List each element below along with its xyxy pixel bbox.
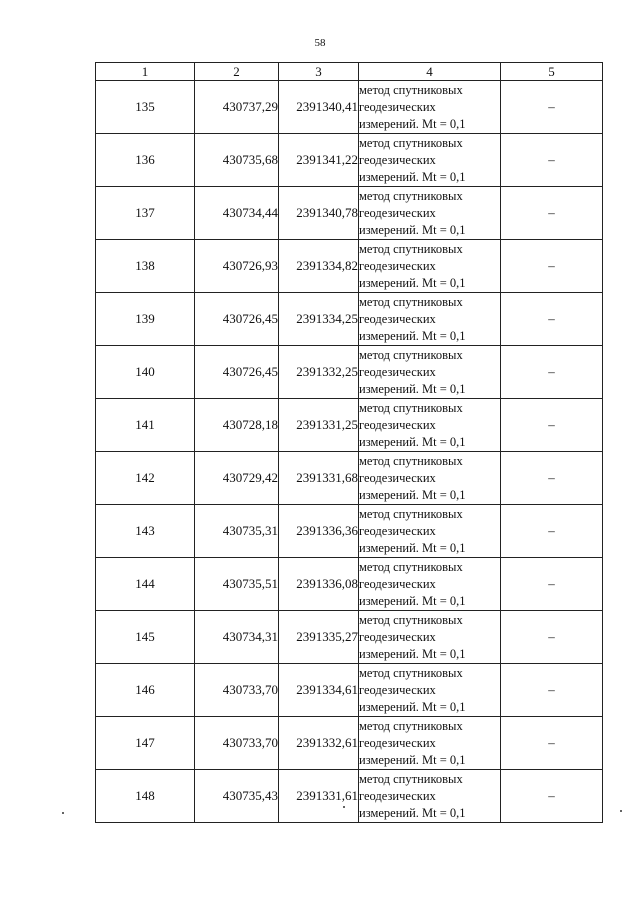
cell-method — [359, 240, 501, 293]
column-header-note: 5 — [501, 63, 603, 81]
cell-x-coordinate: 430728,18 — [195, 399, 279, 452]
method-text-line: геодезических — [359, 364, 436, 379]
method-text-line: метод спутниковых — [359, 294, 463, 309]
method-text-line: метод спутниковых — [359, 347, 463, 362]
cell-y-coordinate: 2391331,25 — [279, 399, 359, 452]
cell-y-coordinate: 2391336,08 — [279, 558, 359, 611]
table-body — [96, 81, 603, 823]
table-row — [96, 81, 603, 134]
cell-y-coordinate: 2391336,36 — [279, 505, 359, 558]
method-text-line: метод спутниковых — [359, 400, 463, 415]
cell-method — [359, 505, 501, 558]
cell-point-number: 141 — [96, 399, 195, 452]
method-text-line: метод спутниковых — [359, 241, 463, 256]
cell-note: – — [501, 346, 603, 399]
cell-y-coordinate: 2391335,27 — [279, 611, 359, 664]
cell-x-coordinate: 430726,45 — [195, 293, 279, 346]
cell-method — [359, 399, 501, 452]
cell-y-coordinate: 2391334,25 — [279, 293, 359, 346]
cell-method — [359, 81, 501, 134]
method-text-line: измерений. Mt = 0,1 — [359, 646, 466, 661]
table-row — [96, 558, 603, 611]
method-text-line: измерений. Mt = 0,1 — [359, 381, 466, 396]
table-row — [96, 717, 603, 770]
method-text-line: измерений. Mt = 0,1 — [359, 540, 466, 555]
cell-method — [359, 452, 501, 505]
cell-x-coordinate: 430733,70 — [195, 664, 279, 717]
method-text-line: метод спутниковых — [359, 135, 463, 150]
method-text-line: измерений. Mt = 0,1 — [359, 169, 466, 184]
table-row — [96, 187, 603, 240]
cell-x-coordinate: 430735,43 — [195, 770, 279, 823]
cell-x-coordinate: 430726,45 — [195, 346, 279, 399]
cell-point-number: 142 — [96, 452, 195, 505]
method-text-line: измерений. Mt = 0,1 — [359, 328, 466, 343]
cell-x-coordinate: 430726,93 — [195, 240, 279, 293]
method-text-line: геодезических — [359, 682, 436, 697]
cell-point-number: 139 — [96, 293, 195, 346]
cell-note: – — [501, 187, 603, 240]
table-row — [96, 346, 603, 399]
table-row — [96, 293, 603, 346]
method-text-line: измерений. Mt = 0,1 — [359, 805, 466, 820]
cell-note: – — [501, 717, 603, 770]
cell-point-number: 143 — [96, 505, 195, 558]
cell-point-number: 137 — [96, 187, 195, 240]
cell-note: – — [501, 505, 603, 558]
coordinates-table — [95, 62, 603, 823]
table-row — [96, 134, 603, 187]
method-text-line: измерений. Mt = 0,1 — [359, 434, 466, 449]
method-text-line: геодезических — [359, 99, 436, 114]
cell-note: – — [501, 770, 603, 823]
method-text-line: измерений. Mt = 0,1 — [359, 752, 466, 767]
cell-point-number: 138 — [96, 240, 195, 293]
cell-method — [359, 664, 501, 717]
cell-point-number: 146 — [96, 664, 195, 717]
cell-y-coordinate: 2391331,68 — [279, 452, 359, 505]
method-text-line: геодезических — [359, 470, 436, 485]
table-header-row — [96, 63, 603, 81]
cell-x-coordinate: 430734,31 — [195, 611, 279, 664]
cell-x-coordinate: 430735,31 — [195, 505, 279, 558]
cell-note: – — [501, 134, 603, 187]
column-header-x: 2 — [195, 63, 279, 81]
cell-note: – — [501, 611, 603, 664]
method-text-line: геодезических — [359, 735, 436, 750]
cell-y-coordinate: 2391331,61 — [279, 770, 359, 823]
cell-note: – — [501, 452, 603, 505]
cell-x-coordinate: 430734,44 — [195, 187, 279, 240]
method-text-line: метод спутниковых — [359, 506, 463, 521]
column-header-point-number: 1 — [96, 63, 195, 81]
method-text-line: измерений. Mt = 0,1 — [359, 275, 466, 290]
method-text-line: измерений. Mt = 0,1 — [359, 487, 466, 502]
cell-y-coordinate: 2391332,25 — [279, 346, 359, 399]
cell-x-coordinate: 430735,68 — [195, 134, 279, 187]
scan-speck — [343, 806, 345, 808]
method-text-line: метод спутниковых — [359, 718, 463, 733]
cell-note: – — [501, 399, 603, 452]
cell-point-number: 135 — [96, 81, 195, 134]
method-text-line: метод спутниковых — [359, 559, 463, 574]
cell-y-coordinate: 2391334,82 — [279, 240, 359, 293]
cell-x-coordinate: 430733,70 — [195, 717, 279, 770]
method-text-line: геодезических — [359, 417, 436, 432]
method-text-line: геодезических — [359, 205, 436, 220]
scan-speck — [620, 810, 622, 812]
method-text-line: геодезических — [359, 258, 436, 273]
cell-method — [359, 558, 501, 611]
cell-note: – — [501, 664, 603, 717]
table-row — [96, 452, 603, 505]
method-text-line: геодезических — [359, 788, 436, 803]
cell-y-coordinate: 2391340,41 — [279, 81, 359, 134]
method-text-line: метод спутниковых — [359, 82, 463, 97]
cell-note: – — [501, 293, 603, 346]
method-text-line: метод спутниковых — [359, 771, 463, 786]
cell-y-coordinate: 2391340,78 — [279, 187, 359, 240]
method-text-line: измерений. Mt = 0,1 — [359, 699, 466, 714]
table-row — [96, 399, 603, 452]
cell-x-coordinate: 430729,42 — [195, 452, 279, 505]
cell-point-number: 144 — [96, 558, 195, 611]
cell-method — [359, 134, 501, 187]
method-text-line: геодезических — [359, 629, 436, 644]
method-text-line: измерений. Mt = 0,1 — [359, 593, 466, 608]
cell-y-coordinate: 2391334,61 — [279, 664, 359, 717]
cell-point-number: 148 — [96, 770, 195, 823]
cell-point-number: 147 — [96, 717, 195, 770]
cell-method — [359, 293, 501, 346]
table-row — [96, 770, 603, 823]
method-text-line: метод спутниковых — [359, 665, 463, 680]
page-number: 58 — [314, 37, 326, 49]
cell-method — [359, 346, 501, 399]
method-text-line: геодезических — [359, 152, 436, 167]
method-text-line: метод спутниковых — [359, 188, 463, 203]
method-text-line: измерений. Mt = 0,1 — [359, 222, 466, 237]
method-text-line: измерений. Mt = 0,1 — [359, 116, 466, 131]
cell-y-coordinate: 2391332,61 — [279, 717, 359, 770]
method-text-line: метод спутниковых — [359, 453, 463, 468]
table-row — [96, 505, 603, 558]
cell-note: – — [501, 81, 603, 134]
table-row — [96, 664, 603, 717]
method-text-line: геодезических — [359, 311, 436, 326]
table-row — [96, 611, 603, 664]
cell-note: – — [501, 558, 603, 611]
cell-x-coordinate: 430735,51 — [195, 558, 279, 611]
cell-method — [359, 717, 501, 770]
cell-point-number: 145 — [96, 611, 195, 664]
cell-x-coordinate: 430737,29 — [195, 81, 279, 134]
method-text-line: геодезических — [359, 576, 436, 591]
cell-method — [359, 770, 501, 823]
column-header-method: 4 — [359, 63, 501, 81]
cell-point-number: 136 — [96, 134, 195, 187]
scan-speck — [62, 812, 64, 814]
column-header-y: 3 — [279, 63, 359, 81]
method-text-line: геодезических — [359, 523, 436, 538]
cell-method — [359, 611, 501, 664]
cell-note: – — [501, 240, 603, 293]
cell-method — [359, 187, 501, 240]
cell-y-coordinate: 2391341,22 — [279, 134, 359, 187]
method-text-line: метод спутниковых — [359, 612, 463, 627]
table-row — [96, 240, 603, 293]
cell-point-number: 140 — [96, 346, 195, 399]
